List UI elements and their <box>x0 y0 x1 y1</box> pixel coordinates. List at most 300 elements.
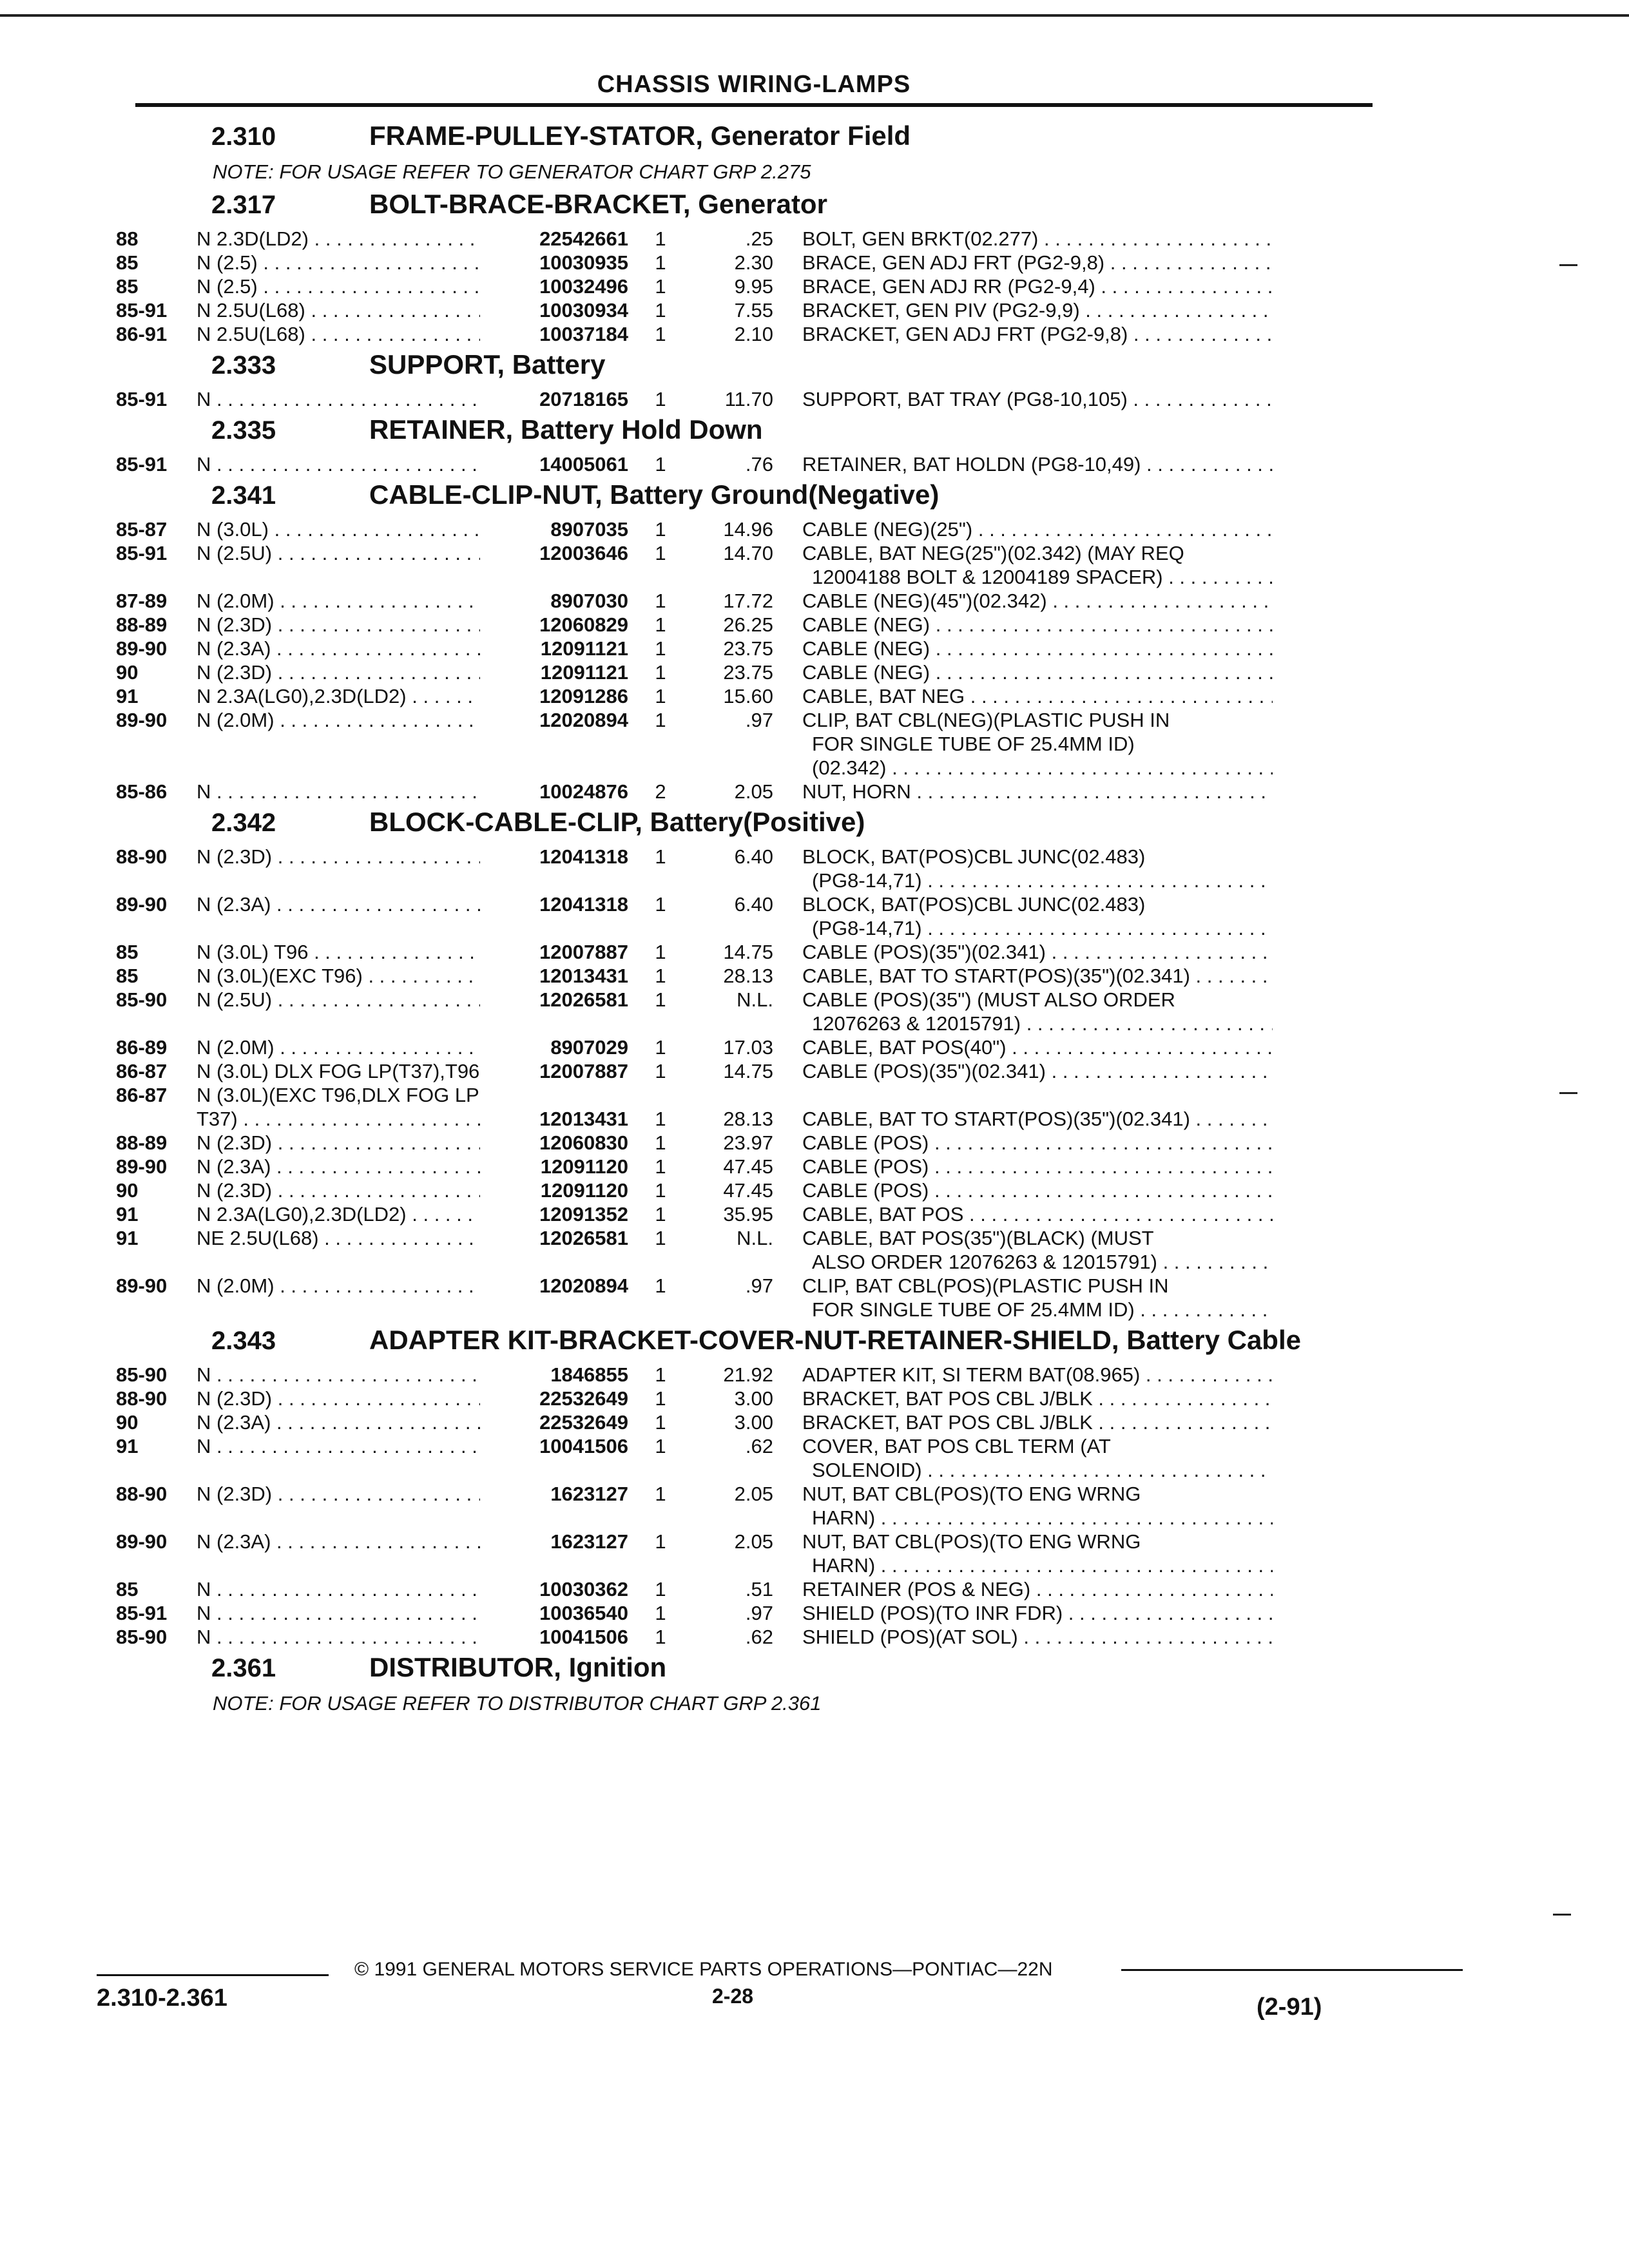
part-number: 12003646 <box>539 542 628 564</box>
part-name-line: ALSO ORDER 12076263 & 12015791) . . . <box>802 1250 1273 1274</box>
part-number: 12013431 <box>539 1108 628 1130</box>
part-name-line: 12076263 & 12015791) . . . <box>802 1012 1273 1035</box>
usage-description: NE 2.5U(L68) . . . <box>197 1226 480 1274</box>
part-row <box>116 227 1373 251</box>
part-name-line: CABLE (POS) . . . <box>802 1178 1273 1202</box>
part-row <box>116 1387 1373 1410</box>
part-row <box>116 452 1373 476</box>
section-number: 2.361 <box>211 1654 276 1682</box>
model-years: 91 <box>116 1203 139 1225</box>
quantity: 1 <box>655 1602 666 1624</box>
part-number: 12041318 <box>539 845 628 868</box>
part-name-line: BRACE, GEN ADJ RR (PG2-9,4) . . . <box>802 274 1273 298</box>
margin-mark <box>1559 264 1577 266</box>
quantity: 1 <box>655 685 666 707</box>
part-name-line: CABLE, BAT POS(35")(BLACK) (MUST <box>802 1227 1154 1249</box>
part-number: 10030935 <box>539 251 628 274</box>
part-name-line: CABLE (POS) . . . <box>802 1131 1273 1155</box>
part-row <box>116 387 1373 411</box>
part-row <box>116 298 1373 322</box>
quantity: 1 <box>655 1387 666 1410</box>
quantity: 1 <box>655 1203 666 1225</box>
model-years: 89-90 <box>116 893 168 916</box>
quantity: 1 <box>655 1036 666 1059</box>
price: 2.30 <box>734 251 773 274</box>
usage-description: N (2.3A) . . . <box>197 1155 480 1178</box>
price: .25 <box>745 227 773 250</box>
part-number: 12020894 <box>539 1274 628 1297</box>
price: 2.05 <box>734 780 773 803</box>
part-name <box>802 1226 1273 1274</box>
price: .76 <box>745 453 773 476</box>
quantity: 1 <box>655 893 666 916</box>
part-name <box>802 1059 1273 1083</box>
top-border-line <box>0 14 1629 17</box>
usage-description: N . . . <box>197 1601 480 1625</box>
section-title: ADAPTER KIT-BRACKET-COVER-NUT-RETAINER-SHIELD, Battery Cable <box>369 1325 1301 1355</box>
model-years: 89-90 <box>116 709 168 731</box>
quantity: 1 <box>655 388 666 410</box>
quantity: 1 <box>655 453 666 476</box>
quantity: 2 <box>655 780 666 803</box>
quantity <box>635 1083 686 1107</box>
model-years: 85-86 <box>116 780 168 803</box>
part-row <box>116 1155 1373 1178</box>
part-name-line: CABLE (NEG)(45")(02.342) . . . <box>802 589 1273 613</box>
usage-description: N . . . <box>197 1434 480 1482</box>
usage-description: N (3.0L) . . . <box>197 517 480 541</box>
usage-description: N (2.3D) . . . <box>197 845 480 892</box>
part-row <box>116 1577 1373 1601</box>
part-name <box>802 1274 1273 1321</box>
footer-rule-left <box>97 1974 329 1976</box>
model-years: 89-90 <box>116 637 168 660</box>
model-years: 85-90 <box>116 988 168 1011</box>
quantity: 1 <box>655 613 666 636</box>
price: 14.75 <box>723 941 773 963</box>
part-name-line: CLIP, BAT CBL(POS)(PLASTIC PUSH IN <box>802 1274 1169 1297</box>
usage-description: N (2.3A) . . . <box>197 1410 480 1434</box>
model-years: 90 <box>116 1179 139 1202</box>
section-heading <box>116 481 1373 517</box>
usage-description: N (2.3A) . . . <box>197 892 480 940</box>
part-name-line: RETAINER, BAT HOLDN (PG8-10,49) . . . <box>802 452 1273 476</box>
part-number: 20718165 <box>539 388 628 410</box>
section-title: BOLT-BRACE-BRACKET, Generator <box>369 189 827 219</box>
part-name-line: BRACE, GEN ADJ FRT (PG2-9,8) . . . <box>802 251 1273 274</box>
price: 47.45 <box>723 1179 773 1202</box>
section-title: FRAME-PULLEY-STATOR, Generator Field <box>369 120 911 151</box>
part-name-line: CABLE (NEG) . . . <box>802 613 1273 637</box>
price: 28.13 <box>723 1108 773 1130</box>
part-name-line: COVER, BAT POS CBL TERM (AT <box>802 1435 1111 1457</box>
usage-description: N 2.3A(LG0),2.3D(LD2) . . . <box>197 1202 480 1226</box>
model-years: 85 <box>116 275 139 298</box>
model-years <box>116 1107 197 1131</box>
section-note: NOTE: FOR USAGE REFER TO GENERATOR CHART GRP 2.275 <box>213 160 811 183</box>
part-name-line: (PG8-14,71) . . . <box>802 869 1273 892</box>
part-number: 12091286 <box>539 685 628 707</box>
part-row <box>116 1274 1373 1321</box>
margin-mark <box>1559 1092 1577 1094</box>
part-name <box>802 298 1273 322</box>
part-row <box>116 1363 1373 1387</box>
model-years: 85-91 <box>116 388 168 410</box>
price: 7.55 <box>734 299 773 322</box>
part-name-line: FOR SINGLE TUBE OF 25.4MM ID) . . . <box>802 1298 1273 1321</box>
part-name-line: CABLE, BAT NEG(25")(02.342) (MAY REQ <box>802 542 1184 564</box>
usage-description: N (2.5) . . . <box>197 251 480 274</box>
part-name <box>802 387 1273 411</box>
usage-description: N 2.5U(L68) . . . <box>197 298 480 322</box>
part-name-line: CABLE, BAT POS(40") . . . <box>802 1035 1273 1059</box>
part-name-line: HARN) . . . <box>802 1553 1273 1577</box>
part-name-line: CABLE (POS)(35")(02.341) . . . <box>802 940 1273 964</box>
model-years: 85 <box>116 1578 139 1600</box>
part-name-line: CLIP, BAT CBL(NEG)(PLASTIC PUSH IN <box>802 709 1170 731</box>
usage-description: N (2.5) . . . <box>197 274 480 298</box>
part-name <box>802 1035 1273 1059</box>
part-number: 22542661 <box>539 227 628 250</box>
model-years: 85-91 <box>116 542 168 564</box>
model-years: 88-90 <box>116 845 168 868</box>
part-number: 1846855 <box>550 1363 628 1386</box>
part-name <box>802 660 1273 684</box>
price <box>686 1083 802 1107</box>
model-years: 88-90 <box>116 1387 168 1410</box>
model-years: 90 <box>116 661 139 684</box>
part-number: 12091120 <box>540 1155 628 1178</box>
part-number: 12091121 <box>540 637 628 660</box>
usage-description: N (2.3A) . . . <box>197 1530 480 1577</box>
part-row <box>116 251 1373 274</box>
part-name-line: BOLT, GEN BRKT(02.277) . . . <box>802 227 1273 251</box>
usage-description: N . . . <box>197 452 480 476</box>
model-years: 85 <box>116 941 139 963</box>
part-number: 10041506 <box>539 1435 628 1457</box>
quantity: 1 <box>655 1411 666 1434</box>
part-row <box>116 541 1373 589</box>
part-name-line: (02.342) . . . <box>802 756 1273 780</box>
part-row <box>116 1202 1373 1226</box>
footer-page-number: 2-28 <box>712 1984 754 2008</box>
footer-date: (2-91) <box>1257 1994 1322 2021</box>
quantity: 1 <box>655 518 666 541</box>
part-name-line: SHIELD (POS)(AT SOL) . . . <box>802 1625 1273 1649</box>
part-name-line: NUT, HORN . . . <box>802 780 1273 803</box>
page-header: CHASSIS WIRING-LAMPS <box>597 71 911 98</box>
part-row <box>116 1625 1373 1649</box>
price: .97 <box>745 1602 773 1624</box>
part-number: 10032496 <box>539 275 628 298</box>
part-number: 10036540 <box>539 1602 628 1624</box>
part-name <box>802 1178 1273 1202</box>
part-number: 12007887 <box>539 941 628 963</box>
section-number: 2.335 <box>211 416 276 445</box>
part-row <box>116 322 1373 346</box>
quantity: 1 <box>655 941 666 963</box>
part-name-line: SUPPORT, BAT TRAY (PG8-10,105) . . . <box>802 387 1273 411</box>
quantity: 1 <box>655 1060 666 1082</box>
part-row <box>116 892 1373 940</box>
model-years: 89-90 <box>116 1530 168 1553</box>
quantity: 1 <box>655 1274 666 1297</box>
usage-description: N . . . <box>197 1363 480 1387</box>
quantity: 1 <box>655 661 666 684</box>
quantity: 1 <box>655 709 666 731</box>
part-row <box>116 1226 1373 1274</box>
price: 3.00 <box>734 1387 773 1410</box>
part-row <box>116 964 1373 988</box>
part-number: 12091120 <box>540 1179 628 1202</box>
part-number: 12007887 <box>539 1060 628 1082</box>
section-number: 2.341 <box>211 481 276 510</box>
part-name <box>802 1434 1273 1482</box>
part-number: 12060829 <box>539 613 628 636</box>
price: 6.40 <box>734 893 773 916</box>
usage-description: N (3.0L) DLX FOG LP(T37),T96 . . . <box>197 1059 480 1083</box>
price: 23.75 <box>723 637 773 660</box>
part-number: 14005061 <box>539 453 628 476</box>
header-rule <box>135 103 1373 107</box>
usage-description: N (2.0M) . . . <box>197 708 480 780</box>
part-row <box>116 1482 1373 1530</box>
part-row <box>116 1410 1373 1434</box>
part-number: 12060830 <box>539 1131 628 1154</box>
usage-description: N (3.0L)(EXC T96) . . . <box>197 964 480 988</box>
price: 14.70 <box>723 542 773 564</box>
part-name-line: RETAINER (POS & NEG) . . . <box>802 1577 1273 1601</box>
part-name <box>802 1387 1273 1410</box>
part-number: 12091121 <box>540 661 628 684</box>
part-name <box>802 637 1273 660</box>
model-years: 86-89 <box>116 1036 168 1059</box>
quantity: 1 <box>655 275 666 298</box>
part-row <box>116 708 1373 780</box>
model-years: 86-87 <box>116 1060 168 1082</box>
part-name <box>802 964 1273 988</box>
usage-description: N (3.0L)(EXC T96,DLX FOG LP <box>197 1084 479 1106</box>
part-row <box>116 1530 1373 1577</box>
price: 14.75 <box>723 1060 773 1082</box>
usage-description: N (2.3D) . . . <box>197 1131 480 1155</box>
price: 2.05 <box>734 1530 773 1553</box>
model-years: 89-90 <box>116 1274 168 1297</box>
price: .62 <box>745 1626 773 1648</box>
part-name-line: CABLE, BAT TO START(POS)(35")(02.341) . . . <box>802 1107 1273 1131</box>
model-years: 85 <box>116 251 139 274</box>
part-row <box>116 613 1373 637</box>
part-name <box>802 940 1273 964</box>
part-row <box>116 940 1373 964</box>
part-name-line: SOLENOID) . . . <box>802 1458 1273 1482</box>
part-name-line: NUT, BAT CBL(POS)(TO ENG WRNG <box>802 1530 1141 1553</box>
quantity: 1 <box>655 323 666 345</box>
part-number: 10037184 <box>539 323 628 345</box>
part-number: 10030934 <box>539 299 628 322</box>
part-name <box>802 892 1273 940</box>
footer-range: 2.310-2.361 <box>97 1984 227 2012</box>
part-row <box>116 274 1373 298</box>
part-name <box>802 322 1273 346</box>
usage-description: N (2.0M) . . . <box>197 1274 480 1321</box>
price: 9.95 <box>734 275 773 298</box>
price: 11.70 <box>724 388 773 410</box>
model-years: 91 <box>116 685 139 707</box>
part-name-line: BLOCK, BAT(POS)CBL JUNC(02.483) <box>802 845 1146 868</box>
model-years: 88-89 <box>116 1131 168 1154</box>
section-heading <box>116 122 1373 159</box>
model-years: 88-89 <box>116 613 168 636</box>
part-name <box>802 1107 1273 1131</box>
section-heading <box>116 351 1373 387</box>
model-years: 85-91 <box>116 1602 168 1624</box>
usage-description: N . . . <box>197 1577 480 1601</box>
part-name <box>802 541 1273 589</box>
usage-description: N (2.0M) . . . <box>197 1035 480 1059</box>
section-heading <box>116 809 1373 845</box>
part-name-line: BRACKET, BAT POS CBL J/BLK . . . <box>802 1410 1273 1434</box>
quantity: 1 <box>655 1363 666 1386</box>
part-number <box>480 1083 635 1107</box>
part-name-line: BRACKET, GEN PIV (PG2-9,9) . . . <box>802 298 1273 322</box>
usage-description: N (2.3D) . . . <box>197 1482 480 1530</box>
section-number: 2.342 <box>211 809 276 837</box>
part-number: 10024876 <box>539 780 628 803</box>
part-row <box>116 1083 1373 1107</box>
quantity: 1 <box>655 1578 666 1600</box>
price: 23.75 <box>723 661 773 684</box>
model-years: 88-90 <box>116 1483 168 1505</box>
part-name <box>802 1482 1273 1530</box>
model-years: 90 <box>116 1411 139 1434</box>
part-row <box>116 1131 1373 1155</box>
part-name <box>802 1363 1273 1387</box>
part-name-line: CABLE (NEG)(25") . . . <box>802 517 1273 541</box>
part-name <box>802 1625 1273 1649</box>
price: 14.96 <box>723 518 773 541</box>
section-title: SUPPORT, Battery <box>369 349 606 380</box>
price: 17.72 <box>723 590 773 612</box>
model-years: 91 <box>116 1227 139 1249</box>
part-name-line: CABLE, BAT TO START(POS)(35")(02.341) . . . <box>802 964 1273 988</box>
part-row <box>116 988 1373 1035</box>
margin-mark <box>1553 1914 1571 1916</box>
part-number: 22532649 <box>539 1387 628 1410</box>
quantity: 1 <box>655 845 666 868</box>
usage-description: N (2.3D) . . . <box>197 1178 480 1202</box>
usage-description: N (2.3D) . . . <box>197 660 480 684</box>
part-row <box>116 517 1373 541</box>
part-name <box>802 1601 1273 1625</box>
section-heading <box>116 1654 1373 1690</box>
section-number: 2.343 <box>211 1327 276 1355</box>
usage-description: T37) . . . <box>197 1107 480 1131</box>
part-number: 1623127 <box>550 1530 628 1553</box>
usage-description: N . . . <box>197 780 480 803</box>
part-name <box>802 708 1273 780</box>
quantity: 1 <box>655 542 666 564</box>
quantity: 1 <box>655 988 666 1011</box>
footer-copyright: © 1991 GENERAL MOTORS SERVICE PARTS OPERATIONS—PONTIAC—22N <box>354 1959 1053 1980</box>
part-number: 10041506 <box>539 1626 628 1648</box>
part-name-line: 12004188 BOLT & 12004189 SPACER) . . . <box>802 565 1273 589</box>
model-years: 87-89 <box>116 590 168 612</box>
price: 15.60 <box>723 685 773 707</box>
section-number: 2.317 <box>211 191 276 219</box>
quantity: 1 <box>655 637 666 660</box>
section-number: 2.310 <box>211 122 276 151</box>
usage-description: N (2.3A) . . . <box>197 637 480 660</box>
quantity: 1 <box>655 227 666 250</box>
usage-description: N (2.5U) . . . <box>197 988 480 1035</box>
part-name <box>802 1083 1273 1107</box>
quantity: 1 <box>655 1435 666 1457</box>
model-years: 85 <box>116 965 139 987</box>
part-name <box>802 251 1273 274</box>
part-number: 8907029 <box>550 1036 628 1059</box>
price: N.L. <box>737 1227 773 1249</box>
part-row <box>116 845 1373 892</box>
quantity: 1 <box>655 1483 666 1505</box>
part-name-line: NUT, BAT CBL(POS)(TO ENG WRNG <box>802 1483 1141 1505</box>
usage-description: N 2.3D(LD2) . . . <box>197 227 480 251</box>
usage-description: N (2.3D) . . . <box>197 1387 480 1410</box>
part-name-line: BRACKET, BAT POS CBL J/BLK . . . <box>802 1387 1273 1410</box>
model-years: 85-91 <box>116 299 168 322</box>
price: 17.03 <box>723 1036 773 1059</box>
part-name-line: CABLE (NEG) . . . <box>802 637 1273 660</box>
part-name <box>802 589 1273 613</box>
part-name <box>802 1202 1273 1226</box>
part-name-line: SHIELD (POS)(TO INR FDR) . . . <box>802 1601 1273 1625</box>
part-number: 12026581 <box>539 1227 628 1249</box>
part-name <box>802 1530 1273 1577</box>
model-years: 85-90 <box>116 1363 168 1386</box>
part-number: 8907035 <box>550 518 628 541</box>
part-row <box>116 1178 1373 1202</box>
part-name-line: BLOCK, BAT(POS)CBL JUNC(02.483) <box>802 893 1146 916</box>
part-name <box>802 274 1273 298</box>
section-number: 2.333 <box>211 351 276 380</box>
section-heading <box>116 191 1373 227</box>
price: 6.40 <box>734 845 773 868</box>
price: 21.92 <box>723 1363 773 1386</box>
quantity: 1 <box>655 1179 666 1202</box>
model-years: 85-87 <box>116 518 168 541</box>
model-years: 91 <box>116 1435 139 1457</box>
quantity: 1 <box>655 590 666 612</box>
usage-description: N (2.0M) . . . <box>197 589 480 613</box>
section-title: BLOCK-CABLE-CLIP, Battery(Positive) <box>369 807 865 837</box>
part-number: 10030362 <box>539 1578 628 1600</box>
part-number: 12041318 <box>539 893 628 916</box>
usage-description: N . . . <box>197 387 480 411</box>
part-name-line: (PG8-14,71) . . . <box>802 916 1273 940</box>
model-years: 85-90 <box>116 1626 168 1648</box>
model-years: 89-90 <box>116 1155 168 1178</box>
part-name <box>802 517 1273 541</box>
section-heading <box>116 416 1373 452</box>
part-name <box>802 1131 1273 1155</box>
part-row <box>116 1434 1373 1482</box>
quantity: 1 <box>655 1155 666 1178</box>
usage-description: N (3.0L) T96 . . . <box>197 940 480 964</box>
price: N.L. <box>737 988 773 1011</box>
quantity: 1 <box>655 1626 666 1648</box>
part-name <box>802 452 1273 476</box>
part-name-line: BRACKET, GEN ADJ FRT (PG2-9,8) . . . <box>802 322 1273 346</box>
